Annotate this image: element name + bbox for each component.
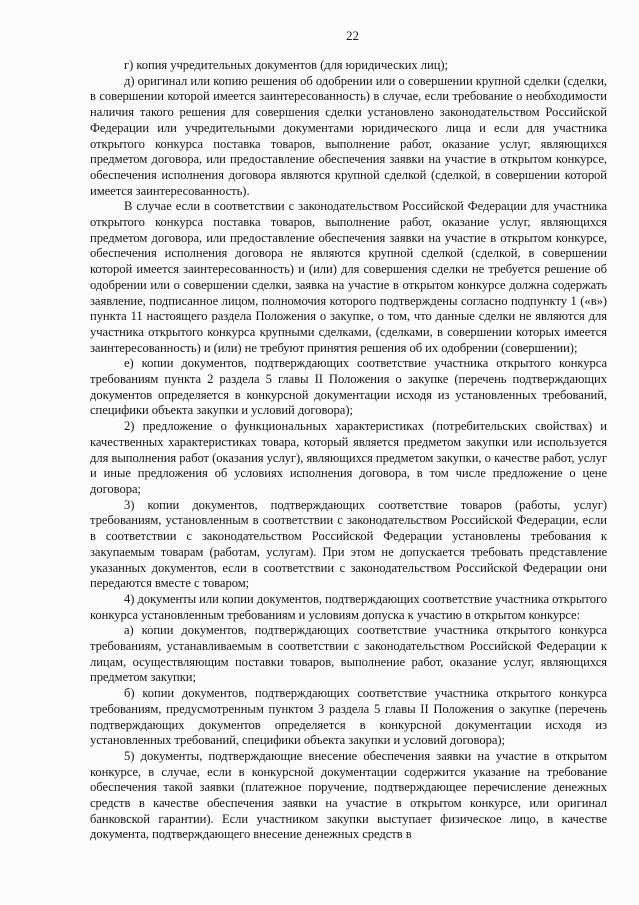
paragraph-g: г) копия учредительных документов (для юридических лиц); xyxy=(124,58,448,72)
paragraph-4a: а) копии документов, подтверждающих соответствие участника открытого конкурса требованиям, устанавливаемым в соответствии с законодательством Российской Федерации к лицам, осуществляющим поставки товаров, выполнение работ, оказание услуг, являющихся предметом закупки; xyxy=(90,623,607,685)
paragraph-d: д) оригинал или копию решения об одобрении или о совершении крупной сделки (сделки, в совершении которой имеется заинтересованность) в случае, если требование о необходимости наличия такого решения для совершения сделки установлено законодательством Российской Федерации или учредительными документами юридического лица и если для участника открытого конкурса поставка товаров, выполнение работ, оказание услуг, являющихся предметом договора, или предоставление обеспечения заявки на участие в открытом конкурсе, обеспечения исполнения договора являются крупной сделкой (сделкой, в совершении которой имеется заинтересованность). xyxy=(90,73,607,198)
paragraph-2: 2) предложение о функциональных характеристиках (потребительских свойствах) и качественных характеристиках товара, который является предметом закупки или используется для выполнения работ (оказания услуг), являющихся предметом закупки, о качестве работ, услуг и иные предложения об условиях исполнения договора, в том числе предложение о цене договора; xyxy=(90,419,607,496)
page-number: 22 xyxy=(346,28,359,43)
paragraph-3: 3) копии документов, подтверждающих соответствие товаров (работы, услуг) требованиям, установленным в соответствии с законодательством Российской Федерации, если в соответствии с законодательством Российской Федерации установлены требования к закупаемым товарам (работам, услугам). При этом не допускается требовать представление указанных документов, если в соответствии с законодательством Российской Федерации они передаются вместе с товаром; xyxy=(90,497,607,591)
paragraph-5: 5) документы, подтверждающие внесение обеспечения заявки на участие в открытом конкурсе, в случае, если в конкурсной документации содержится указание на требование обеспечения такой заявки (платежное поручение, подтверждающее перечисление денежных средств в качестве обеспечения заявки на участие в открытом конкурсе, или оригинал банковской гарантии). Если участником закупки выступает физическое лицо, в качестве документа, подтверждающего внесение денежных средств в xyxy=(90,748,607,842)
paragraph-4b: б) копии документов, подтверждающих соответствие участника открытого конкурса требованиям, предусмотренным пунктом 3 раздела 5 главы II Положения о закупке (перечень подтверждающих документов определяется в конкурсной документации исходя из установленных требований, специфики объекта закупки и условий договора); xyxy=(90,686,607,748)
paragraph-4: 4) документы или копии документов, подтверждающих соответствие участника открытого конкурса установленным требованиям и условиям допуска к участию в открытом конкурсе: xyxy=(90,591,607,622)
paragraph-large-deal: В случае если в соответствии с законодательством Российской Федерации для участника открытого конкурса поставка товаров, выполнение работ, оказание услуг, являющихся предметом договора, или предоставление обеспечения заявки на участие в открытом конкурсе, обеспечения исполнения договора не являются крупной сделкой (сделкой, в совершении которой имеется заинтересованность) и (или) для совершения сделки не требуется решение об одобрении или о совершении сделки, заявка на участие в открытом конкурсе должна содержать заявление, подписанное лицом, полномочия которого подтверждены согласно подпункту 1 («в») пункта 11 настоящего раздела Положения о закупке, о том, что данные сделки не являются для участника открытого конкурса крупными сделками, (сделками, в совершении которых имеется заинтересованность) и (или) не требуют принятия решения об их одобрении (совершении); xyxy=(90,199,607,355)
paragraph-e: е) копии документов, подтверждающих соответствие участника открытого конкурса требованиям пункта 2 раздела 5 главы II Положения о закупке (перечень подтверждающих документов определяется в конкурсной документации исходя из установленных требований, специфики объекта закупки и условий договора); xyxy=(90,356,607,418)
